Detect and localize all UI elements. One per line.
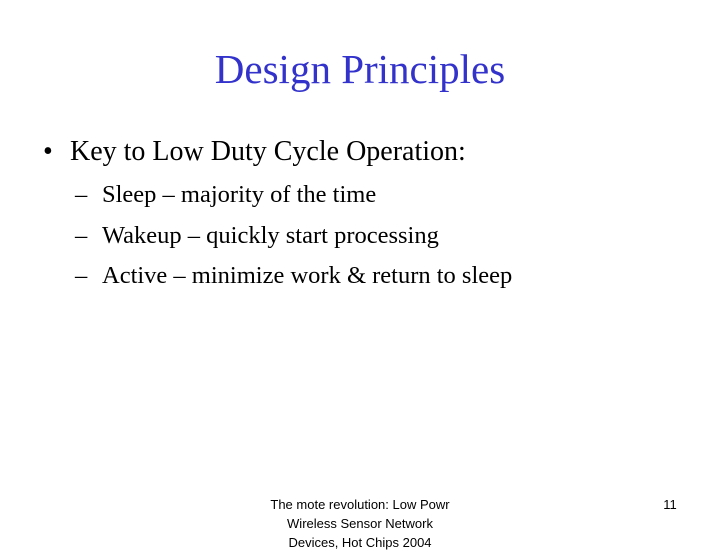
- slide-title: Design Principles: [214, 46, 506, 92]
- sub-bullet-list: [75, 175, 512, 297]
- footer-line: The mote revolution: Low Powr: [270, 497, 450, 512]
- sub-bullet-item: [75, 175, 512, 216]
- sub-bullet-text: Wakeup – quickly start processing: [102, 221, 439, 249]
- sub-bullet-text: Sleep – majority of the time: [102, 181, 377, 208]
- dash-marker: –: [75, 181, 88, 208]
- sub-bullet-item: [75, 216, 512, 257]
- dash-marker: –: [75, 262, 88, 289]
- main-bullet-text: Key to Low Duty Cycle Operation:: [70, 136, 466, 167]
- page-number: 11: [663, 497, 677, 512]
- sub-bullet-text: Active – minimize work & return to sleep: [102, 262, 513, 289]
- footer-line: Wireless Sensor Network: [287, 516, 433, 531]
- footer-line: Devices, Hot Chips 2004: [288, 535, 432, 550]
- bullet-marker: •: [43, 136, 53, 167]
- sub-bullet-item: [75, 256, 512, 297]
- main-bullet: [43, 134, 466, 170]
- dash-marker: –: [75, 221, 88, 249]
- slide-footer: [250, 495, 470, 552]
